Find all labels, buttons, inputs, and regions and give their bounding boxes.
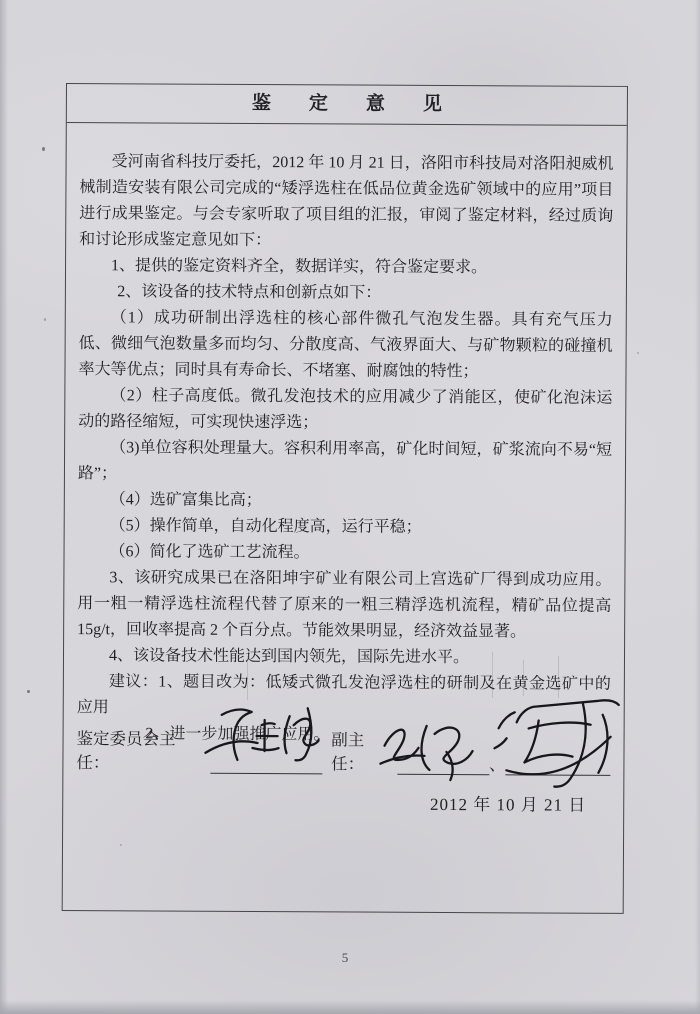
scan-streak	[558, 656, 559, 698]
paragraph: 4、该设备技术性能达到国内领先，国际先进水平。	[108, 647, 470, 667]
scan-speck	[27, 690, 30, 693]
paragraph: （4）选矿富集比高；	[109, 491, 262, 510]
chairman-handwritten-signature	[201, 699, 319, 774]
document-date: 2012 年 10 月 21 日	[429, 794, 587, 815]
page-number: 5	[341, 950, 349, 965]
vice-chairman-label: 副主任：	[331, 730, 365, 774]
paragraph: 建议：1、题目改为：低矮式微孔发泡浮选柱的研制及在黄金选矿中的应用	[76, 673, 611, 717]
chairman-label: 鉴定委员会主任：	[76, 729, 176, 773]
vice-chairman-2-handwritten-signature	[486, 692, 637, 797]
scan-speck	[44, 318, 46, 321]
paragraph: （1）成功研制出浮选柱的核心部件微孔气泡发生器。具有充气压力低、微细气泡数量多而均匀、分散度高、气液界面大、与矿物颗粒的碰撞机率大等优点；同时具有寿命长、不堵塞、耐腐蚀的特性；	[78, 309, 613, 381]
appraisal-opinion-box	[62, 83, 628, 914]
paragraph: 1、提供的鉴定资料齐全，数据详实，符合鉴定要求。	[110, 257, 488, 277]
scan-streak	[492, 652, 493, 698]
scan-streak	[523, 660, 524, 696]
scan-streak	[247, 656, 248, 700]
signature-separator: 、	[488, 755, 506, 775]
document-title: 鉴 定 意 见	[67, 84, 627, 126]
paragraph: （2）柱子高度低。微孔发泡技术的应用减少了消能区，使矿化泡沫运动的路径缩短，可实现快速浮选；	[78, 387, 613, 432]
scan-edge-shadow-right	[695, 0, 700, 1014]
paragraph: 2、该设备的技术特点和创新点如下：	[117, 283, 382, 302]
scan-edge-shadow-bottom	[0, 1000, 700, 1014]
scan-speck	[120, 844, 122, 846]
paragraph: 2、进一步加强推广应用。	[145, 725, 330, 744]
vice-chairman-1-handwritten-signature	[374, 712, 482, 785]
scan-speck	[42, 147, 45, 151]
scan-speck	[637, 352, 639, 354]
scan-edge-shadow-left	[0, 0, 8, 1014]
document-body	[77, 149, 614, 750]
paragraph: 3、该研究成果已在洛阳坤宇矿业有限公司上宫选矿厂得到成功应用。用一粗一精浮选柱流程代替了原来的一粗三精浮选机流程，精矿品位提高15g/t，回收率提高 2 个百分点。节能效果明显，经济效益显著。	[77, 569, 612, 641]
paragraph: （5）操作简单，自动化程度高，运行平稳；	[109, 517, 422, 536]
paragraph: 受河南省科技厅委托，2012 年 10 月 21 日，洛阳市科技局对洛阳昶威机械制造安装有限公司完成的“矮浮选柱在低品位黄金选矿领域中的应用”项目进行成果鉴定。与会专家听取了项目组的汇报，审阅了鉴定材料，经过质询和讨论形成鉴定意见如下：	[79, 153, 614, 250]
paragraph: （3)单位容积处理量大。容积利用率高，矿化时间短，矿浆流向不易“短路”；	[77, 439, 613, 483]
paragraph: （6）简化了选矿工艺流程。	[109, 543, 310, 562]
